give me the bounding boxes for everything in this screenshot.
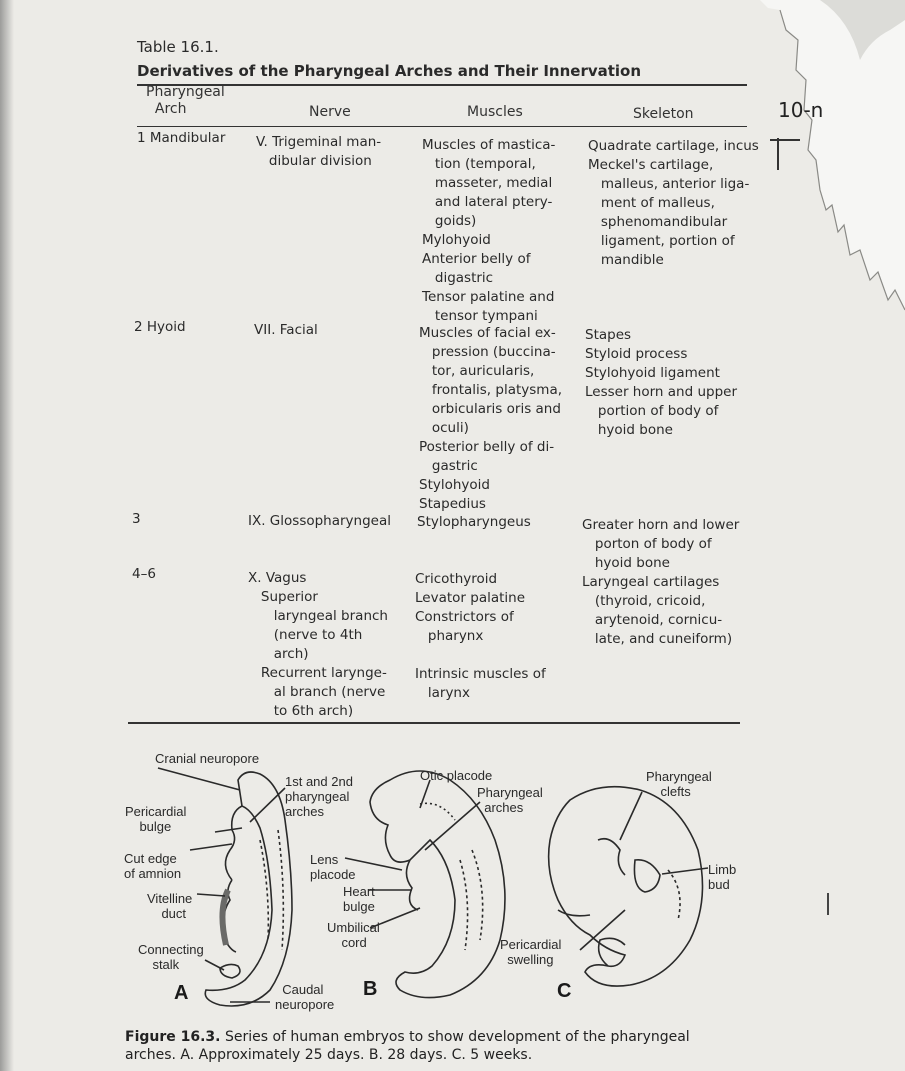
figure-caption-line2: arches. A. Approximately 25 days. B. 28 days. C. 5 weeks. <box>125 1047 533 1063</box>
row2-muscles: Muscles of facial ex- pression (buccina- tor, auricularis, frontalis, platysma, orbicularis oris and oculi) Posterior belly of di- gastric Stylohyoid Stapedius <box>419 325 563 512</box>
embryo-c <box>549 787 708 986</box>
row2-arch: 2 Hyoid <box>134 319 186 335</box>
table-top-rule <box>137 84 747 86</box>
label-caudal-neuropore: Caudal neuropore <box>275 982 335 1012</box>
header-arch: Pharyngeal Arch <box>146 84 225 117</box>
label-cut-edge-amnion: Cut edge of amnion <box>124 851 182 881</box>
row3-skeleton: Greater horn and lower porton of body of hyoid bone <box>582 517 740 571</box>
row4-arch: 4–6 <box>132 566 156 582</box>
label-cranial-neuropore: Cranial neuropore <box>155 751 260 766</box>
label-lens-placode: Lens placode <box>310 852 356 882</box>
row3-arch: 3 <box>132 511 141 527</box>
row1-muscles: Muscles of mastica- tion (temporal, masseter, medial and lateral ptery- goids) Mylohyoid Anterior belly of digastric Tensor palatine and tensor tympani <box>422 137 556 324</box>
row2-skeleton: Stapes Styloid process Stylohyoid ligament Lesser horn and upper portion of body of hyoid bone <box>585 327 738 438</box>
row4-muscles: Cricothyroid Levator palatine Constrictors of pharynx Intrinsic muscles of larynx <box>415 571 546 701</box>
margin-note: 10-n <box>778 98 824 122</box>
label-umbilical-cord: Umbilical cord <box>327 920 380 950</box>
table-number: Table 16.1. <box>137 38 219 56</box>
header-muscles: Muscles <box>467 104 523 120</box>
row1-arch: 1 Mandibular <box>137 130 226 146</box>
header-bottom-rule <box>137 126 747 127</box>
label-1st-2nd-pharyngeal-arches: 1st and 2nd pharyngeal arches <box>285 774 353 819</box>
panel-letter-b: B <box>363 978 378 1000</box>
row4-skeleton: Laryngeal cartilages (thyroid, cricoid, arytenoid, cornicu- late, and cuneiform) <box>582 574 733 647</box>
panel-letter-a: A <box>174 982 189 1004</box>
torn-corner <box>760 0 905 320</box>
row2-nerve: VII. Facial <box>254 322 318 338</box>
panel-letter-c: C <box>557 980 572 1002</box>
row1-skeleton: Quadrate cartilage, incus Meckel's cartilage, malleus, anterior liga- ment of malleus, sphenomandibular ligament, portion of mandible <box>588 138 759 268</box>
row4-nerve: X. Vagus Superior laryngeal branch (nerve to 4th arch) Recurrent larynge- al branch (nerve to 6th arch) <box>248 570 388 719</box>
label-otic-placode: Otic placode <box>420 768 493 783</box>
row3-nerve: IX. Glossopharyngeal <box>248 513 392 529</box>
label-limb-bud: Limb bud <box>708 862 737 892</box>
figure-caption-label: Figure 16.3. <box>125 1029 221 1045</box>
label-pharyngeal-arches: Pharyngeal arches <box>477 785 543 815</box>
margin-tick <box>827 893 829 915</box>
label-pharyngeal-clefts: Pharyngeal clefts <box>646 769 712 799</box>
row3-muscles: Stylopharyngeus <box>417 514 531 530</box>
row1-nerve: V. Trigeminal man- dibular division <box>256 134 382 169</box>
label-heart-bulge: Heart bulge <box>343 884 375 914</box>
figure-caption-line1 <box>125 1029 690 1045</box>
table-title: Derivatives of the Pharyngeal Arches and Their Innervation <box>137 62 642 80</box>
label-pericardial-bulge: Pericardial bulge <box>125 804 187 834</box>
header-nerve: Nerve <box>309 104 351 120</box>
figure-caption-text: Series of human embryos to show development of the pharyngeal <box>224 1029 690 1045</box>
label-pericardial-swelling: Pericardial swelling <box>500 937 562 967</box>
label-connecting-stalk: Connecting stalk <box>138 942 204 972</box>
table-bottom-rule <box>128 722 740 724</box>
page-edge-shadow <box>0 0 14 1071</box>
label-vitelline-duct: Vitelline duct <box>147 891 193 921</box>
header-skeleton: Skeleton <box>633 106 694 122</box>
